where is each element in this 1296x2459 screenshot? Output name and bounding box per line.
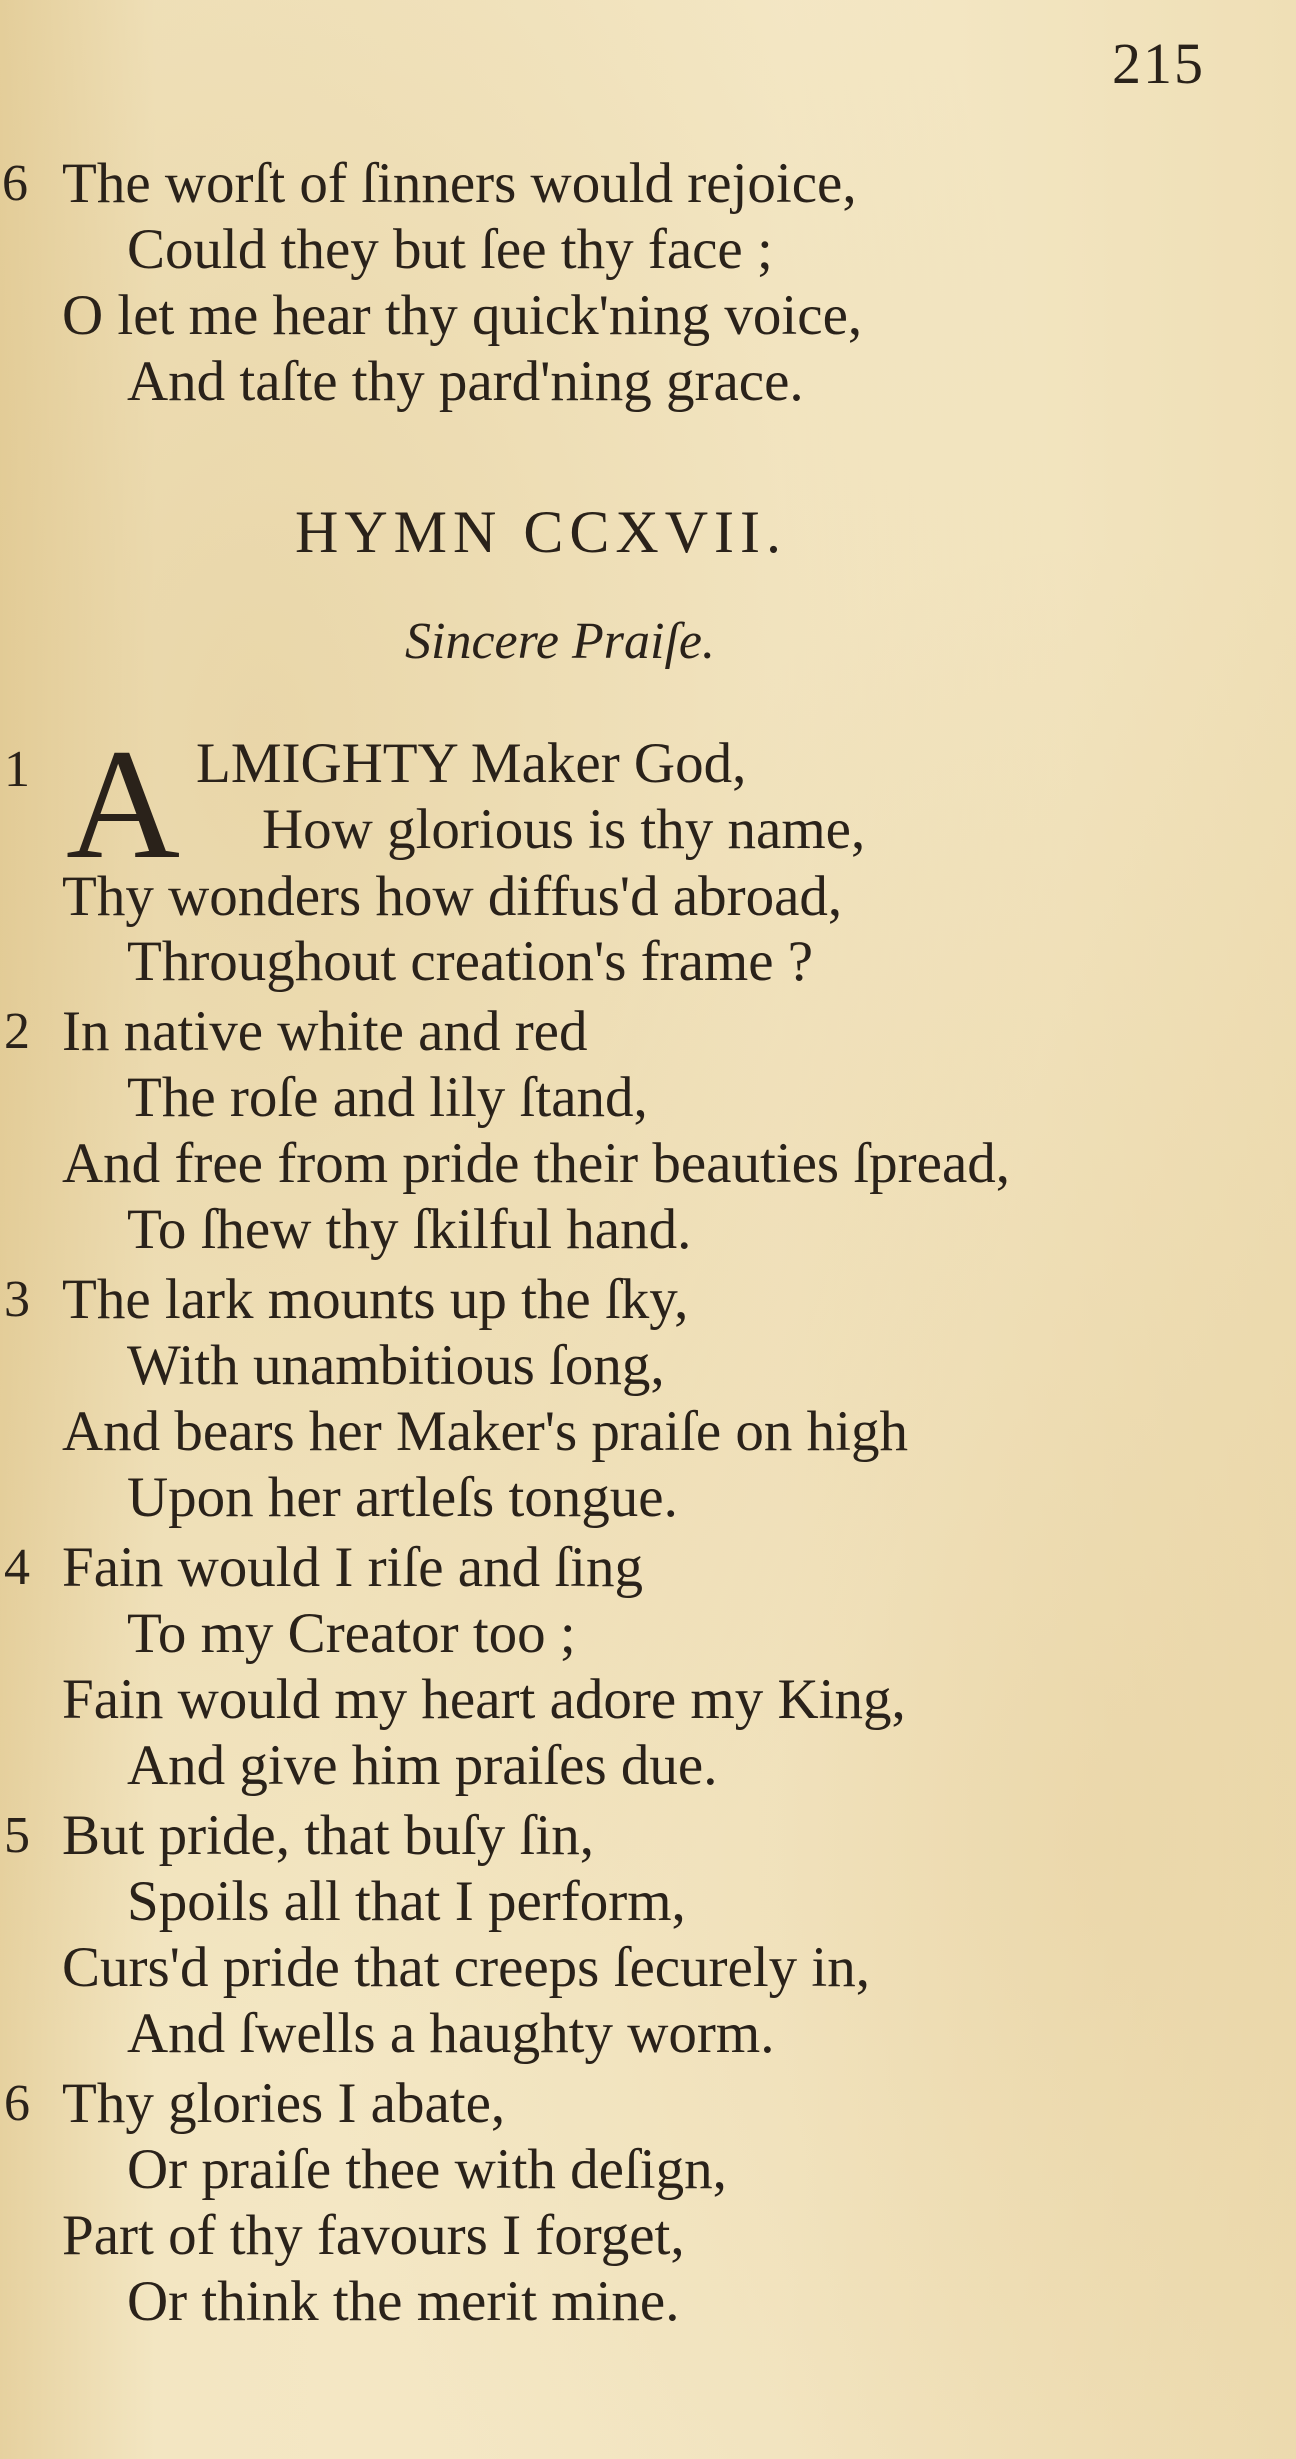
verse-number: 6 [2, 155, 28, 212]
verse-line: Could they but ſee thy face ; [127, 218, 773, 281]
verse-line: Throughout creation's frame ? [127, 930, 814, 993]
verse-number: 6 [4, 2075, 30, 2132]
verse-number: 4 [4, 1539, 30, 1596]
hymn-title: HYMN CCXVII. [295, 499, 787, 565]
verse-line: And free from pride their beauties ſpread, [62, 1132, 1011, 1195]
verse-line: The roſe and lily ſtand, [127, 1066, 648, 1129]
verse-line: Upon her artleſs tongue. [127, 1466, 678, 1529]
verse-line: In native white and red [62, 1000, 588, 1063]
verse-line: Curs'd pride that creeps ſecurely in, [62, 1936, 870, 1999]
page-number: 215 [1112, 31, 1205, 96]
verse-line: Thy wonders how diffus'd abroad, [62, 865, 843, 928]
verse-line: Part of thy favours I forget, [62, 2204, 685, 2267]
verse-number: 5 [4, 1807, 30, 1864]
verse-line: How glorious is thy name, [262, 798, 866, 861]
verse-line: The worſt of ſinners would rejoice, [62, 152, 857, 215]
verse-line: The lark mounts up the ſky, [62, 1268, 689, 1331]
verse-line: Thy glories I abate, [62, 2072, 506, 2135]
verse-line: Or think the merit mine. [127, 2270, 680, 2333]
hymn-subtitle: Sincere Praiſe. [405, 613, 715, 670]
verse-line: Fain would my heart adore my King, [62, 1668, 906, 1731]
verse-line: To ſhew thy ſkilful hand. [127, 1198, 692, 1261]
verse-line: And bears her Maker's praiſe on high [62, 1400, 909, 1463]
verse-line: And ſwells a haughty worm. [127, 2002, 775, 2065]
verse-line: Fain would I riſe and ſing [62, 1536, 643, 1599]
verse-line: With unambitious ſong, [127, 1334, 665, 1397]
verse-line: LMIGHTY Maker God, [196, 732, 747, 795]
verse-line: And give him praiſes due. [127, 1734, 718, 1797]
verse-line: Spoils all that I perform, [127, 1870, 686, 1933]
verse-number: 3 [4, 1271, 30, 1328]
verse-line: But pride, that buſy ſin, [62, 1804, 594, 1867]
verse-number: 1 [4, 741, 30, 798]
verse-line: O let me hear thy quick'ning voice, [62, 284, 863, 347]
verse-line: Or praiſe thee with deſign, [127, 2138, 727, 2201]
verse-number: 2 [4, 1003, 30, 1060]
drop-cap: A [66, 717, 181, 892]
verse-line: And taſte thy pard'ning grace. [127, 350, 804, 413]
verse-line: To my Creator too ; [127, 1602, 576, 1665]
